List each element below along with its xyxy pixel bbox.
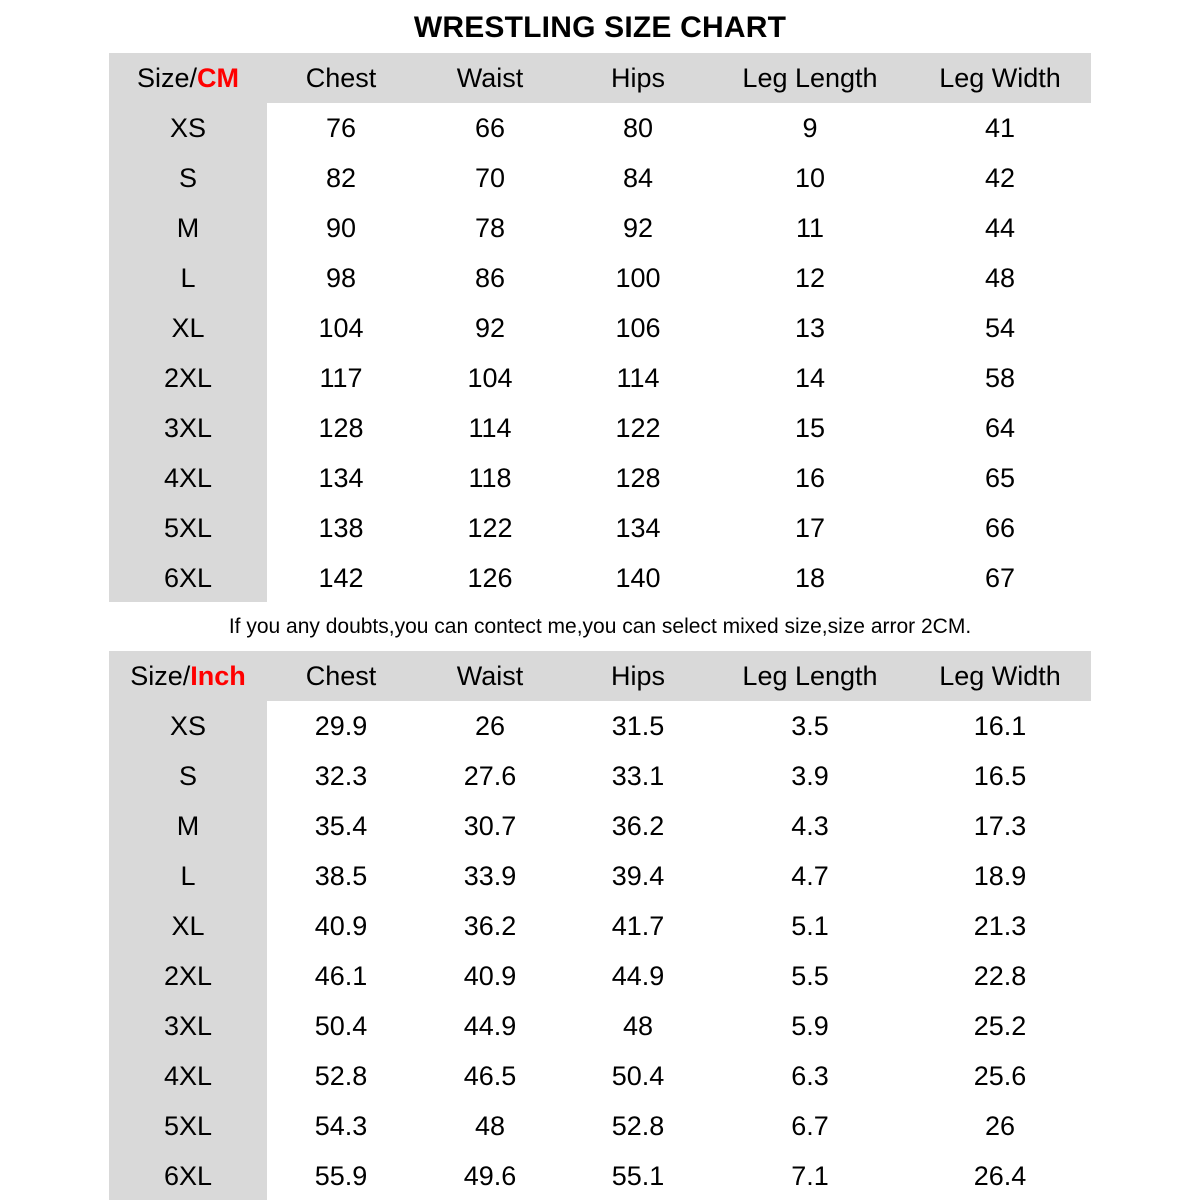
cell-hips: 41.7 (611, 911, 665, 941)
cell-chest: 76 (325, 113, 357, 143)
size-label: 5XL (163, 1111, 213, 1141)
column-header-waist: Waist (456, 661, 524, 691)
table-row (109, 303, 1091, 353)
table-row (109, 403, 1091, 453)
cell-chest: 55.9 (314, 1161, 368, 1191)
cell-leg-width: 65 (984, 463, 1016, 493)
cell-waist: 92 (474, 313, 506, 343)
cell-waist: 26 (474, 711, 506, 741)
cell-waist: 86 (474, 263, 506, 293)
cell-hips: 134 (615, 513, 661, 543)
cell-waist: 48 (474, 1111, 506, 1141)
cell-hips: 92 (622, 213, 654, 243)
column-header-leg-width: Leg Width (939, 661, 1061, 691)
size-label: 3XL (163, 1011, 213, 1041)
cell-leg-width: 64 (984, 413, 1016, 443)
cell-hips: 106 (615, 313, 661, 343)
column-header-leg-width: Leg Width (939, 63, 1061, 93)
size-label: 2XL (163, 363, 213, 393)
cell-leg-length: 10 (794, 163, 826, 193)
cell-leg-length: 14 (794, 363, 826, 393)
cell-chest: 134 (318, 463, 364, 493)
cell-chest: 117 (319, 363, 363, 393)
unit-label: CM (197, 63, 240, 93)
table-row (109, 553, 1091, 603)
cell-waist: 40.9 (463, 961, 517, 991)
cell-chest: 32.3 (314, 761, 368, 791)
cell-leg-length: 5.5 (791, 961, 829, 991)
cell-chest: 82 (325, 163, 357, 193)
size-label: S (178, 163, 198, 193)
cell-waist: 118 (468, 463, 512, 493)
table-row (109, 1101, 1091, 1151)
table-row (109, 1151, 1091, 1201)
cell-leg-length: 9 (802, 113, 818, 143)
size-label: XL (171, 313, 205, 343)
cell-leg-length: 17 (794, 513, 826, 543)
size-table-cm (109, 53, 1091, 603)
size-unit-header (137, 53, 239, 103)
table-body (109, 701, 1091, 1201)
table-row (109, 901, 1091, 951)
table-row (109, 203, 1091, 253)
cell-leg-length: 12 (794, 263, 826, 293)
cell-hips: 52.8 (611, 1111, 665, 1141)
cell-leg-length: 11 (795, 213, 825, 243)
cell-leg-length: 4.3 (791, 811, 829, 841)
table-row (109, 153, 1091, 203)
table-row (109, 801, 1091, 851)
size-label: 4XL (163, 1061, 213, 1091)
cell-leg-width: 58 (984, 363, 1016, 393)
cell-leg-length: 5.1 (791, 911, 829, 941)
cell-leg-width: 18.9 (973, 861, 1027, 891)
cell-leg-length: 15 (794, 413, 826, 443)
cell-leg-width: 48 (984, 263, 1016, 293)
column-header-chest: Chest (305, 63, 377, 93)
cell-leg-length: 3.9 (791, 761, 829, 791)
table-row (109, 951, 1091, 1001)
cell-leg-width: 16.1 (973, 711, 1027, 741)
cell-chest: 104 (318, 313, 364, 343)
cell-chest: 90 (325, 213, 357, 243)
cell-chest: 35.4 (314, 811, 368, 841)
cell-leg-length: 5.9 (791, 1011, 829, 1041)
table-row (109, 503, 1091, 553)
size-label: L (180, 263, 196, 293)
size-label: 3XL (163, 413, 213, 443)
table-header-row (109, 53, 1091, 103)
cell-waist: 27.6 (463, 761, 517, 791)
table-row (109, 103, 1091, 153)
table-row (109, 1051, 1091, 1101)
size-label: S (178, 761, 198, 791)
column-header-hips: Hips (610, 661, 666, 691)
size-label: L (180, 861, 196, 891)
cell-hips: 50.4 (611, 1061, 665, 1091)
size-prefix: Size/ (136, 63, 198, 93)
size-label: 5XL (163, 513, 213, 543)
cell-chest: 142 (318, 563, 364, 593)
size-label: M (176, 213, 200, 243)
table-row (109, 253, 1091, 303)
table-row (109, 701, 1091, 751)
cell-waist: 46.5 (463, 1061, 517, 1091)
cell-leg-length: 4.7 (791, 861, 829, 891)
cell-chest: 54.3 (314, 1111, 368, 1141)
cell-hips: 140 (615, 563, 661, 593)
cell-waist: 66 (474, 113, 506, 143)
cell-waist: 114 (468, 413, 512, 443)
size-label: 4XL (163, 463, 213, 493)
cell-waist: 36.2 (463, 911, 517, 941)
cell-leg-width: 66 (984, 513, 1016, 543)
cell-leg-width: 17.3 (973, 811, 1027, 841)
cell-hips: 39.4 (611, 861, 665, 891)
cell-leg-width: 22.8 (973, 961, 1027, 991)
cell-leg-width: 25.6 (973, 1061, 1027, 1091)
cell-leg-width: 54 (984, 313, 1016, 343)
cell-chest: 50.4 (314, 1011, 368, 1041)
cell-chest: 138 (318, 513, 364, 543)
cell-chest: 98 (325, 263, 357, 293)
cell-leg-length: 6.7 (791, 1111, 829, 1141)
cell-hips: 36.2 (611, 811, 665, 841)
cell-hips: 55.1 (611, 1161, 665, 1191)
size-prefix: Size/ (130, 661, 191, 691)
cell-hips: 80 (622, 113, 654, 143)
cell-leg-length: 18 (794, 563, 826, 593)
cell-leg-width: 44 (984, 213, 1016, 243)
cell-chest: 128 (318, 413, 364, 443)
cell-hips: 122 (615, 413, 661, 443)
table-row (109, 453, 1091, 503)
size-label: 6XL (163, 1161, 213, 1191)
table-row (109, 751, 1091, 801)
cell-waist: 49.6 (463, 1161, 517, 1191)
column-header-hips: Hips (610, 63, 666, 93)
unit-label: Inch (190, 661, 246, 691)
size-label: M (176, 811, 200, 841)
cell-waist: 104 (467, 363, 513, 393)
cell-hips: 84 (622, 163, 654, 193)
cell-waist: 44.9 (463, 1011, 517, 1041)
cell-hips: 128 (615, 463, 661, 493)
cell-waist: 78 (474, 213, 506, 243)
cell-chest: 40.9 (314, 911, 368, 941)
cell-leg-width: 25.2 (973, 1011, 1027, 1041)
cell-waist: 122 (467, 513, 513, 543)
cell-leg-width: 16.5 (973, 761, 1027, 791)
cell-hips: 114 (616, 363, 660, 393)
cell-hips: 48 (622, 1011, 654, 1041)
size-label: XL (171, 911, 205, 941)
cell-chest: 38.5 (314, 861, 368, 891)
cell-leg-length: 3.5 (791, 711, 829, 741)
cell-waist: 33.9 (463, 861, 517, 891)
table-row (109, 353, 1091, 403)
column-header-leg-length: Leg Length (742, 63, 878, 93)
cell-leg-width: 42 (984, 163, 1016, 193)
cell-hips: 44.9 (611, 961, 665, 991)
cell-leg-width: 26 (984, 1111, 1016, 1141)
cell-chest: 29.9 (314, 711, 368, 741)
table-header-row (109, 651, 1091, 701)
cell-leg-width: 41 (984, 113, 1016, 143)
size-label: 2XL (163, 961, 213, 991)
cell-hips: 31.5 (611, 711, 665, 741)
size-label: XS (169, 113, 207, 143)
table-row (109, 851, 1091, 901)
column-header-chest: Chest (305, 661, 377, 691)
cell-waist: 126 (467, 563, 513, 593)
cell-chest: 46.1 (314, 961, 368, 991)
cell-waist: 70 (474, 163, 506, 193)
cell-leg-length: 16 (794, 463, 826, 493)
size-table-inch (109, 651, 1091, 1201)
cell-leg-length: 13 (794, 313, 826, 343)
chart-title: WRESTLING SIZE CHART (413, 11, 787, 44)
size-unit-header (130, 651, 246, 701)
column-header-waist: Waist (456, 63, 524, 93)
cell-waist: 30.7 (463, 811, 517, 841)
cell-hips: 33.1 (611, 761, 665, 791)
size-label: XS (169, 711, 207, 741)
cell-leg-width: 21.3 (973, 911, 1027, 941)
cell-leg-length: 6.3 (791, 1061, 829, 1091)
cell-hips: 100 (615, 263, 661, 293)
cell-leg-width: 26.4 (973, 1161, 1027, 1191)
cell-leg-width: 67 (984, 563, 1016, 593)
table-body (109, 103, 1091, 603)
column-header-leg-length: Leg Length (742, 661, 878, 691)
size-label: 6XL (163, 563, 213, 593)
cell-leg-length: 7.1 (791, 1161, 829, 1191)
table-row (109, 1001, 1091, 1051)
cell-chest: 52.8 (314, 1061, 368, 1091)
sizing-note: If you any doubts,you can contect me,you can select mixed size,size arror 2CM. (228, 615, 972, 638)
